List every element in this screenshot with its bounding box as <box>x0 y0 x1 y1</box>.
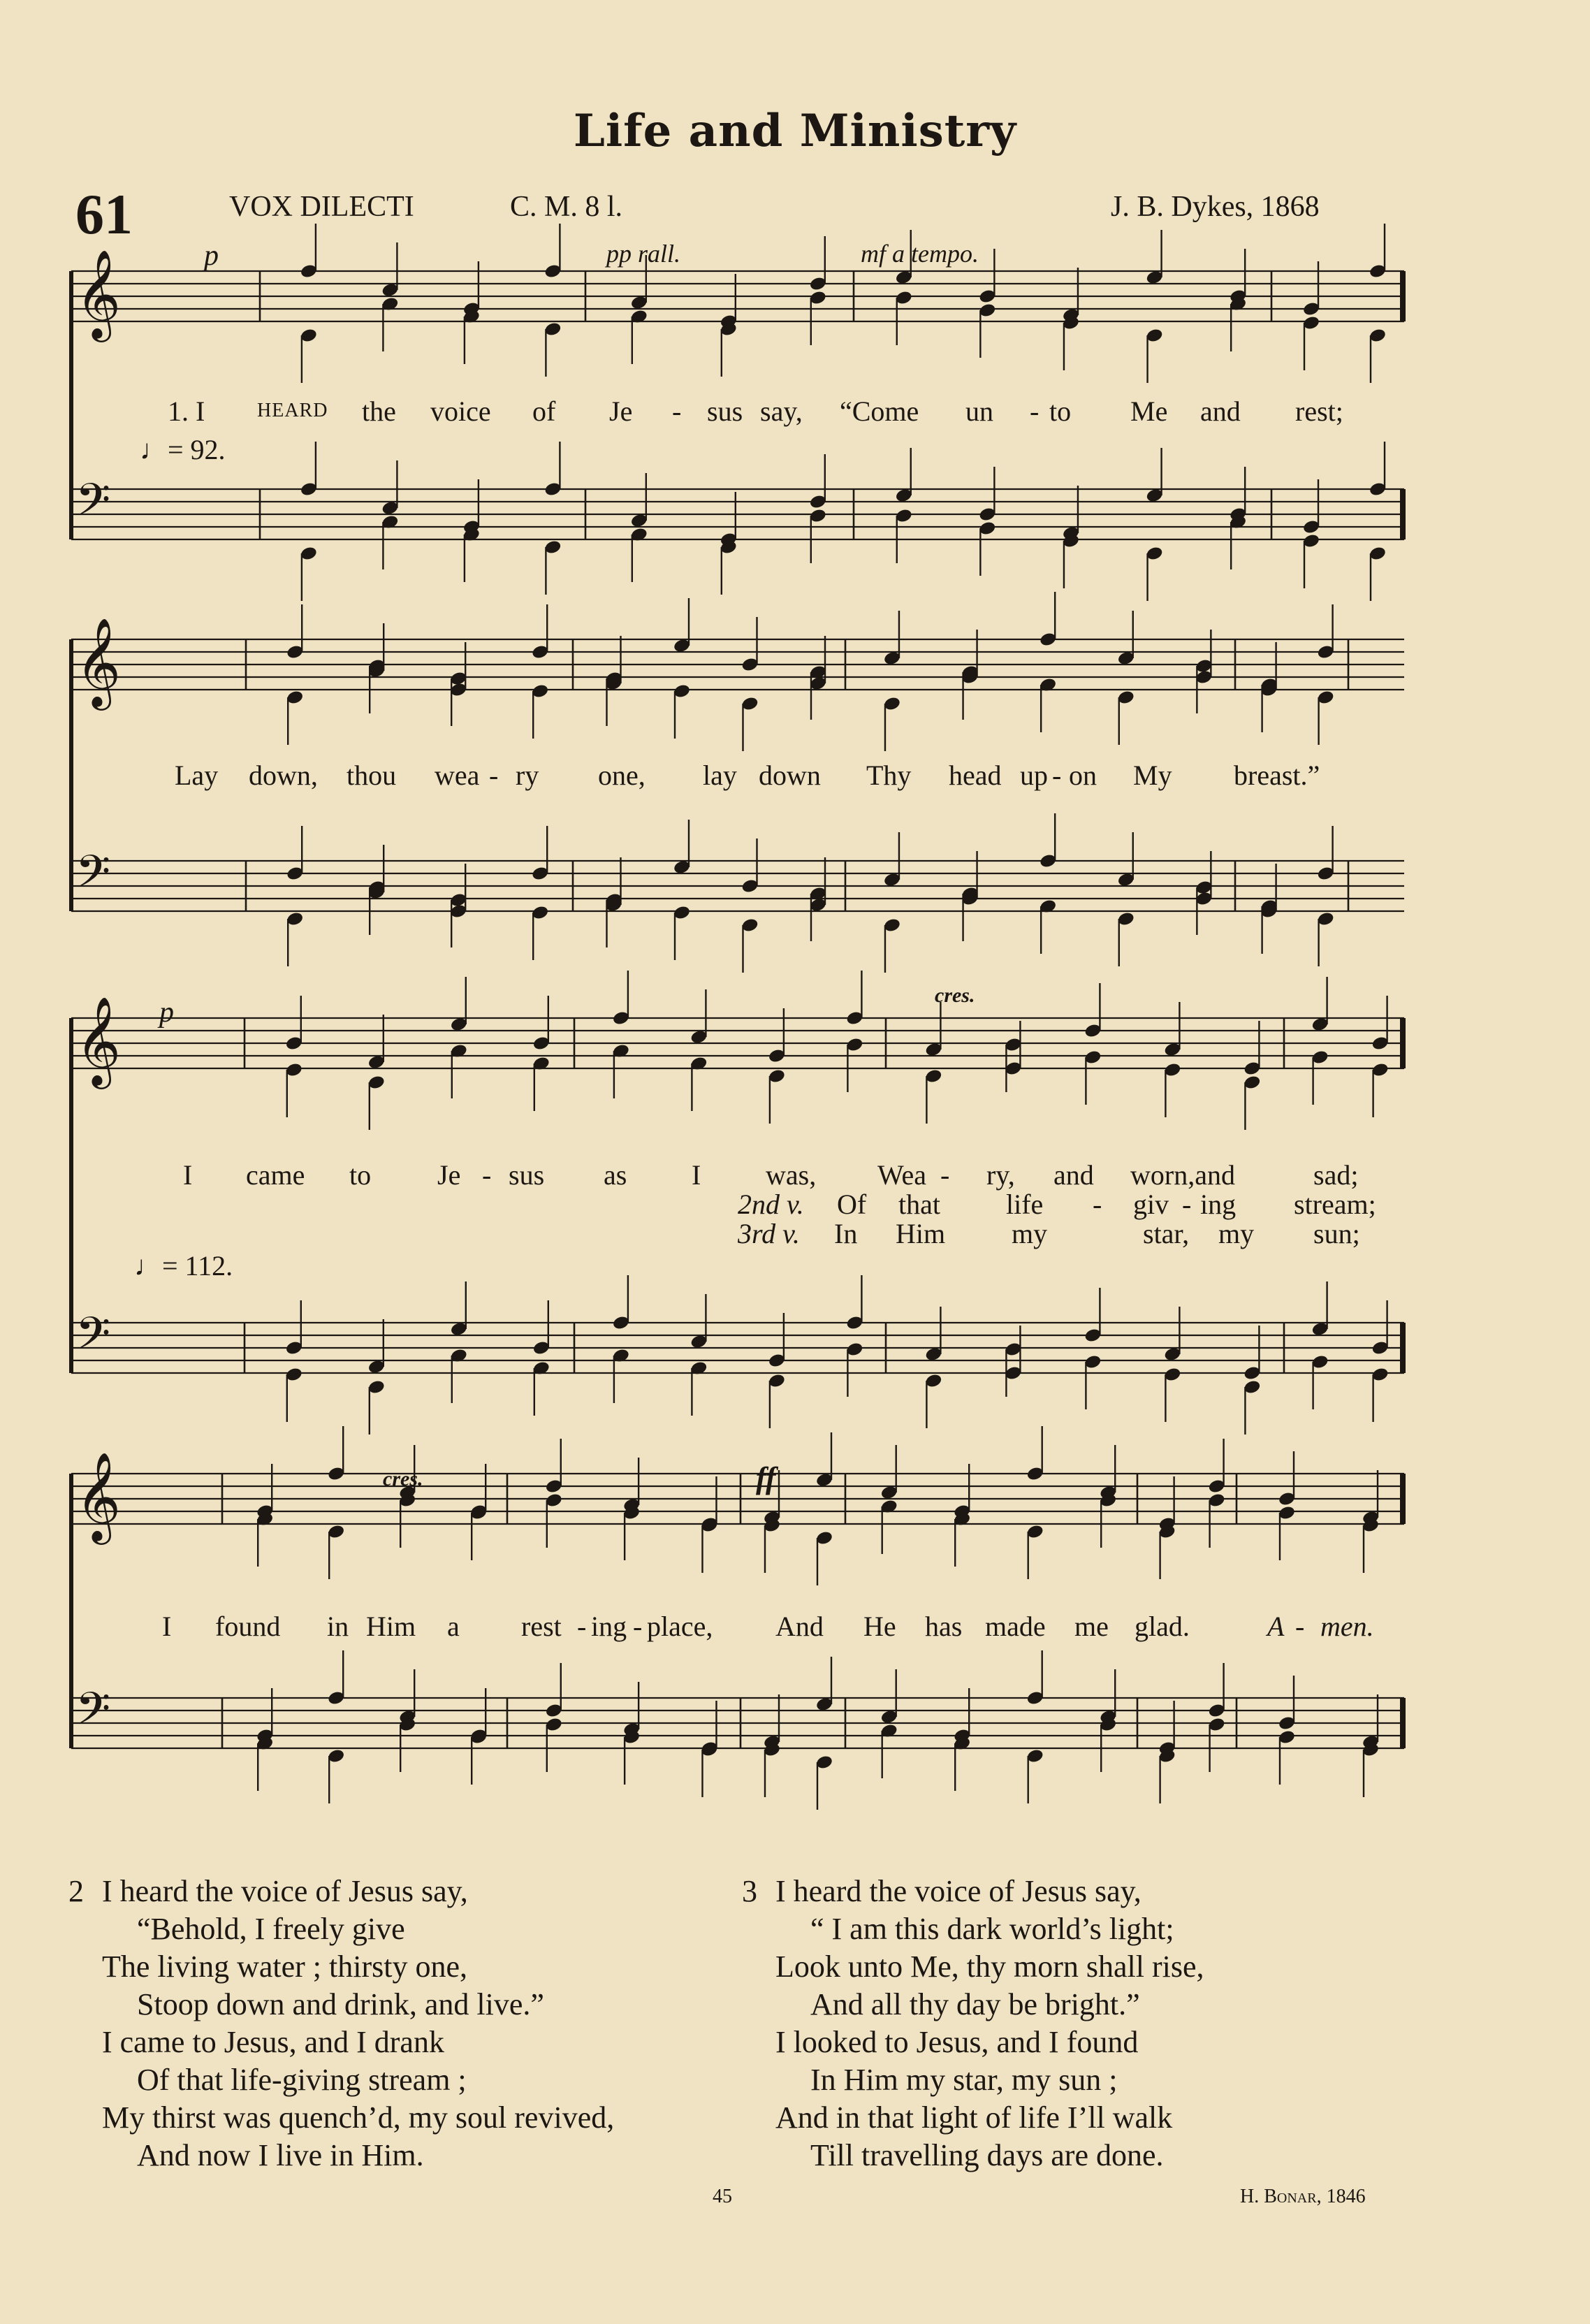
lyric: voice <box>430 395 491 427</box>
lyric: has <box>925 1611 963 1642</box>
lyric: my <box>1012 1218 1048 1249</box>
lyric: up <box>1020 760 1048 791</box>
tempo-marking: ♩= 112. <box>134 1250 233 1281</box>
lyric: sun; <box>1313 1218 1360 1249</box>
lyric: HEARD <box>257 400 328 421</box>
lyric: life <box>1006 1189 1044 1220</box>
verse-line: Stoop down and drink, and live.” <box>137 1987 544 2021</box>
lyric: un <box>965 395 993 427</box>
verse-line: The living water ; thirsty one, <box>102 1949 467 1984</box>
lyric: - <box>577 1611 587 1642</box>
bass-clef-icon: 𝄢 <box>75 474 111 537</box>
treble-clef-icon: 𝄞 <box>75 249 122 338</box>
lyric: 1. I <box>168 395 205 427</box>
lyric: ry, <box>986 1159 1015 1191</box>
composer: J. B. Dykes, 1868 <box>1111 191 1320 223</box>
verse-marker: 2nd v. <box>738 1189 804 1220</box>
lyric: sus <box>707 395 743 427</box>
lyric: - <box>1093 1189 1102 1220</box>
lyric: - <box>482 1159 492 1191</box>
verse-line: I heard the voice of Jesus say, <box>102 1874 468 1908</box>
lyric: Thy <box>866 760 912 791</box>
lyric: me <box>1074 1611 1109 1642</box>
lyric: and <box>1053 1159 1094 1191</box>
lyric: as <box>604 1159 627 1191</box>
bass-clef-icon: 𝄢 <box>75 846 111 909</box>
lyric: worn,and <box>1130 1159 1235 1191</box>
lyric: Him <box>896 1218 946 1249</box>
lyric: was, <box>766 1159 817 1191</box>
meter: C. M. 8 l. <box>510 191 623 223</box>
bass-clef-icon: 𝄢 <box>75 1308 111 1371</box>
lyric: “Come <box>840 395 919 427</box>
lyric: and <box>1200 395 1241 427</box>
lyric: I <box>183 1159 193 1191</box>
treble-clef-icon: 𝄞 <box>75 617 122 706</box>
lyric: Me <box>1130 395 1168 427</box>
lyric: men. <box>1320 1611 1374 1642</box>
treble-clef-icon: 𝄞 <box>75 996 122 1085</box>
lyric: found <box>215 1611 281 1642</box>
verse-line: Of that life-giving stream ; <box>137 2063 467 2097</box>
tune-name: VOX DILECTI <box>229 191 414 223</box>
lyric: wea <box>435 760 480 791</box>
lyric: rest <box>521 1611 562 1642</box>
lyric: ry <box>516 760 539 791</box>
verse-marker: 3rd v. <box>738 1218 800 1249</box>
dynamic-marking: cres. <box>383 1467 423 1490</box>
lyric: My <box>1133 760 1172 791</box>
lyric: ing <box>591 1611 627 1642</box>
lyric: - <box>1052 760 1062 791</box>
lyric: that <box>898 1189 940 1220</box>
lyric: a <box>447 1611 460 1642</box>
lyric: Je <box>437 1159 461 1191</box>
lyric: breast.” <box>1234 760 1320 791</box>
lyric: on <box>1069 760 1097 791</box>
lyric: Of <box>837 1189 867 1220</box>
verse-number: 2 <box>68 1874 84 1908</box>
page-number: 45 <box>713 2186 732 2207</box>
hymn-number: 61 <box>75 182 133 246</box>
verse-2 <box>68 1873 615 2174</box>
treble-clef-icon: 𝄞 <box>75 1451 122 1541</box>
verse-number: 3 <box>742 1874 757 1908</box>
lyric: of <box>532 395 556 427</box>
verse-line: Till travelling days are done. <box>810 2138 1164 2172</box>
lyric: - <box>940 1159 950 1191</box>
lyric: Wea <box>877 1159 927 1191</box>
verse-line: And in that light of life I’ll walk <box>775 2100 1173 2135</box>
lyric: down <box>759 760 821 791</box>
lyric: sad; <box>1313 1159 1359 1191</box>
dynamic-marking: ff <box>756 1461 776 1495</box>
lyric: the <box>362 395 396 427</box>
lyric: And <box>775 1611 824 1642</box>
dynamic-marking: p <box>204 240 219 272</box>
dynamic-marking: cres. <box>935 984 975 1007</box>
dynamic-marking: mf a tempo. <box>861 240 979 268</box>
lyric: He <box>863 1611 896 1642</box>
lyric: to <box>349 1159 372 1191</box>
lyric: - <box>1030 395 1040 427</box>
lyric: came <box>246 1159 305 1191</box>
verse-line: And all thy day be bright.” <box>810 1987 1140 2021</box>
lyric: rest; <box>1295 395 1343 427</box>
lyric: Him <box>366 1611 416 1642</box>
lyric: Je <box>609 395 633 427</box>
lyric: I <box>162 1611 172 1642</box>
verse-line: I heard the voice of Jesus say, <box>775 1874 1142 1908</box>
lyric: one, <box>598 760 646 791</box>
lyric: - <box>489 760 499 791</box>
lyric: star, <box>1143 1218 1190 1249</box>
lyric: I <box>692 1159 701 1191</box>
verse-line: Look unto Me, thy morn shall rise, <box>775 1949 1204 1984</box>
verse-line: And now I live in Him. <box>137 2138 424 2172</box>
lyric: A <box>1267 1611 1285 1642</box>
lyric: place, <box>647 1611 713 1642</box>
lyric: down, <box>249 760 318 791</box>
verse-line: My thirst was quench’d, my soul revived, <box>102 2100 615 2135</box>
lyric: stream; <box>1294 1189 1376 1220</box>
author-credit: H. Bonar, 1846 <box>1240 2186 1366 2207</box>
lyric: sus <box>509 1159 545 1191</box>
lyric: thou <box>347 760 397 791</box>
lyric: say, <box>760 395 803 427</box>
lyric: - <box>1182 1189 1192 1220</box>
dynamic-marking: pp rall. <box>606 240 681 268</box>
section-title: Life and Ministry <box>573 105 1017 157</box>
lyric: ing <box>1200 1189 1237 1220</box>
verse-line: I looked to Jesus, and I found <box>775 2025 1139 2059</box>
lyric: glad. <box>1135 1611 1190 1642</box>
bass-clef-icon: 𝄢 <box>75 1683 111 1746</box>
verse-line: In Him my star, my sun ; <box>810 2063 1118 2097</box>
lyric: Lay <box>175 760 219 791</box>
lyric: my <box>1218 1218 1255 1249</box>
verse-line: “Behold, I freely give <box>137 1912 405 1946</box>
lyric: lay <box>703 760 737 791</box>
lyric: - <box>633 1611 643 1642</box>
lyric: In <box>834 1218 858 1249</box>
lyric: - <box>1295 1611 1305 1642</box>
verse-3 <box>742 1873 1204 2174</box>
lyric: head <box>949 760 1002 791</box>
lyric: giv <box>1133 1189 1169 1220</box>
lyric: in <box>327 1611 349 1642</box>
dynamic-marking: p <box>159 996 174 1029</box>
lyric: to <box>1049 395 1072 427</box>
verse-line: “ I am this dark world’s light; <box>810 1912 1174 1946</box>
lyric: made <box>985 1611 1046 1642</box>
verse-line: I came to Jesus, and I drank <box>102 2025 444 2059</box>
tempo-marking: ♩= 92. <box>140 434 226 465</box>
lyric: - <box>672 395 682 427</box>
